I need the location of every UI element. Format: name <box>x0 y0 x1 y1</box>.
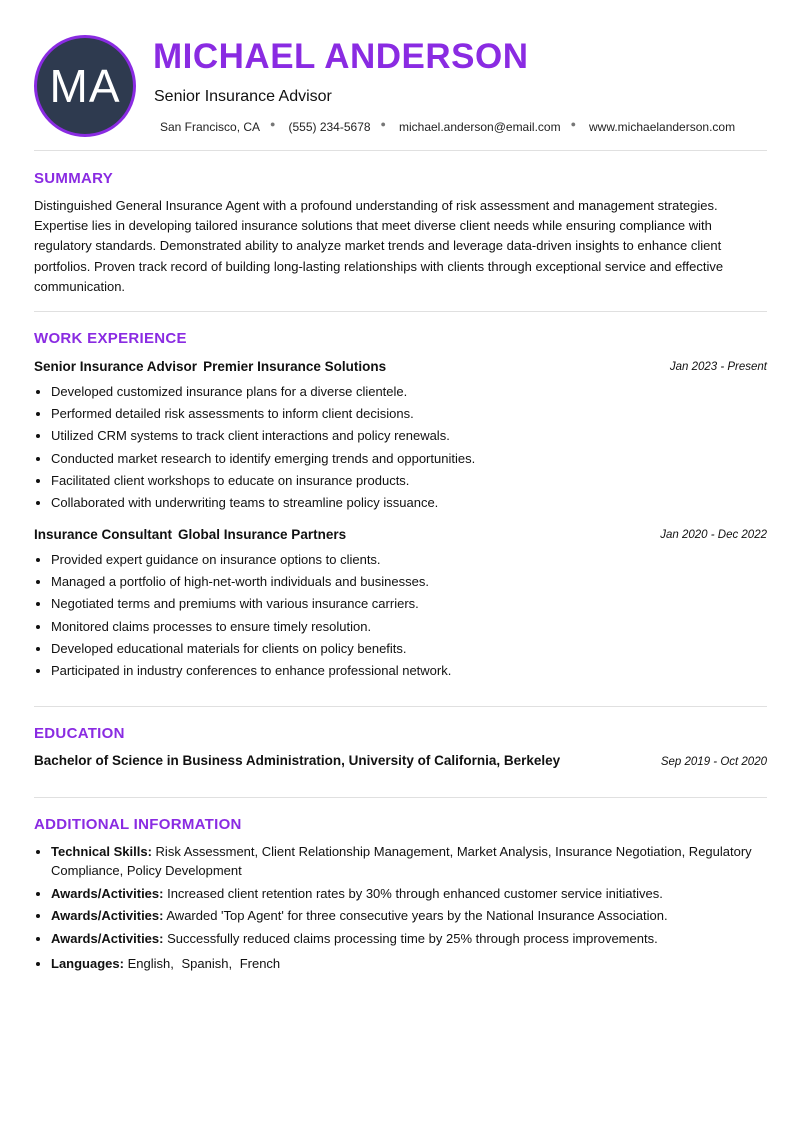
list-item: • Utilized CRM systems to track client interactions and policy renewals. <box>51 425 786 447</box>
job-company: Global Insurance Partners <box>178 527 347 542</box>
list-item: • Conducted market research to identify emerging trends and opportunities. <box>51 448 786 470</box>
candidate-name: MICHAEL ANDERSON <box>153 37 529 76</box>
list-item: • Participated in industry conferences to enhance professional network. <box>51 660 786 682</box>
list-item: • Performed detailed risk assessments to inform client decisions. <box>51 403 786 425</box>
list-item <box>51 884 771 903</box>
job-title <box>34 359 386 374</box>
list-item: • Developed educational materials for clients on policy benefits. <box>51 638 786 660</box>
item-text: Awarded 'Top Agent' for three consecutive years by the National Insurance Association. <box>166 908 668 923</box>
item-label: Awards/Activities: <box>51 885 164 901</box>
list-item: • Managed a portfolio of high-net-worth individuals and businesses. <box>51 571 786 593</box>
job-company: Premier Insurance Solutions <box>203 359 387 374</box>
list-item: • Facilitated client workshops to educate on insurance products. <box>51 470 786 492</box>
education-dates: Sep 2019 - Oct 2020 <box>660 756 767 768</box>
separator-dot-icon: ● <box>570 119 577 129</box>
work-experience-heading: WORK EXPERIENCE <box>34 330 187 347</box>
divider <box>34 311 767 312</box>
education-heading: EDUCATION <box>34 725 125 742</box>
language: English, <box>127 955 174 971</box>
list-item <box>51 906 771 925</box>
item-text: Risk Assessment, Client Relationship Management, Market Analysis, Insurance Negotiation, Regulatory Compliance, Policy Development <box>51 844 752 878</box>
job-bullets <box>34 381 786 514</box>
job-bullets <box>34 549 786 682</box>
list-item <box>51 954 771 973</box>
item-label: Technical Skills: <box>51 844 152 859</box>
list-item <box>51 929 771 948</box>
item-text: Successfully reduced claims processing time by 25% through process improvements. <box>167 930 658 946</box>
candidate-title: Senior Insurance Advisor <box>154 88 332 105</box>
job-role: Insurance Consultant <box>34 527 173 542</box>
language: Spanish, <box>181 955 233 971</box>
resume-header <box>0 0 800 150</box>
list-item: • Negotiated terms and premiums with various insurance carriers. <box>51 593 786 615</box>
summary-text: Distinguished General Insurance Agent with a profound understanding of risk assessment and management strategies. Expertise lies in developing tailored insurance solutions that meet diverse client needs while ensuring compliance with regulatory standards. Demonstrated ability to analyze market trends and leverage data-driven insights to enhance client portfolios. Proven track record of building long-lasting relationships with clients through exceptional service and effective communication. <box>34 198 724 294</box>
additional-info-heading: ADDITIONAL INFORMATION <box>34 816 242 833</box>
additional-info-list <box>34 842 771 976</box>
item-label: Awards/Activities: <box>51 930 164 946</box>
languages-label: Languages: <box>51 955 124 971</box>
item-text: Increased client retention rates by 30% through enhanced customer service initiatives. <box>167 885 663 901</box>
avatar-initials: MA <box>49 60 121 112</box>
list-item: • Developed customized insurance plans for a diverse clientele. <box>51 381 786 403</box>
item-label: Awards/Activities: <box>51 908 164 923</box>
job-dates: Jan 2020 - Dec 2022 <box>660 529 767 541</box>
separator-dot-icon: ● <box>380 119 386 129</box>
list-item: • Provided expert guidance on insurance options to clients. <box>51 549 786 571</box>
list-item: • Collaborated with underwriting teams to streamline policy issuance. <box>51 492 786 514</box>
contact-location: San Francisco, CA <box>160 120 261 134</box>
contact-info <box>160 120 735 134</box>
separator-dot-icon: ● <box>270 119 276 129</box>
list-item: • Monitored claims processes to ensure timely resolution. <box>51 616 786 638</box>
job-dates: Jan 2023 - Present <box>669 361 767 373</box>
job-title <box>34 527 346 542</box>
avatar <box>34 35 136 137</box>
contact-website[interactable]: www.michaelanderson.com <box>589 120 736 134</box>
contact-phone: (555) 234-5678 <box>288 120 371 134</box>
language: French <box>239 955 281 971</box>
divider <box>34 150 767 151</box>
divider <box>34 797 767 798</box>
contact-email[interactable]: michael.anderson@email.com <box>398 120 561 134</box>
summary-heading: SUMMARY <box>34 170 114 187</box>
education-degree: Bachelor of Science in Business Administration, University of California, Berkeley <box>34 753 561 768</box>
divider <box>34 706 767 707</box>
list-item <box>51 842 771 880</box>
job-role: Senior Insurance Advisor <box>34 359 198 374</box>
